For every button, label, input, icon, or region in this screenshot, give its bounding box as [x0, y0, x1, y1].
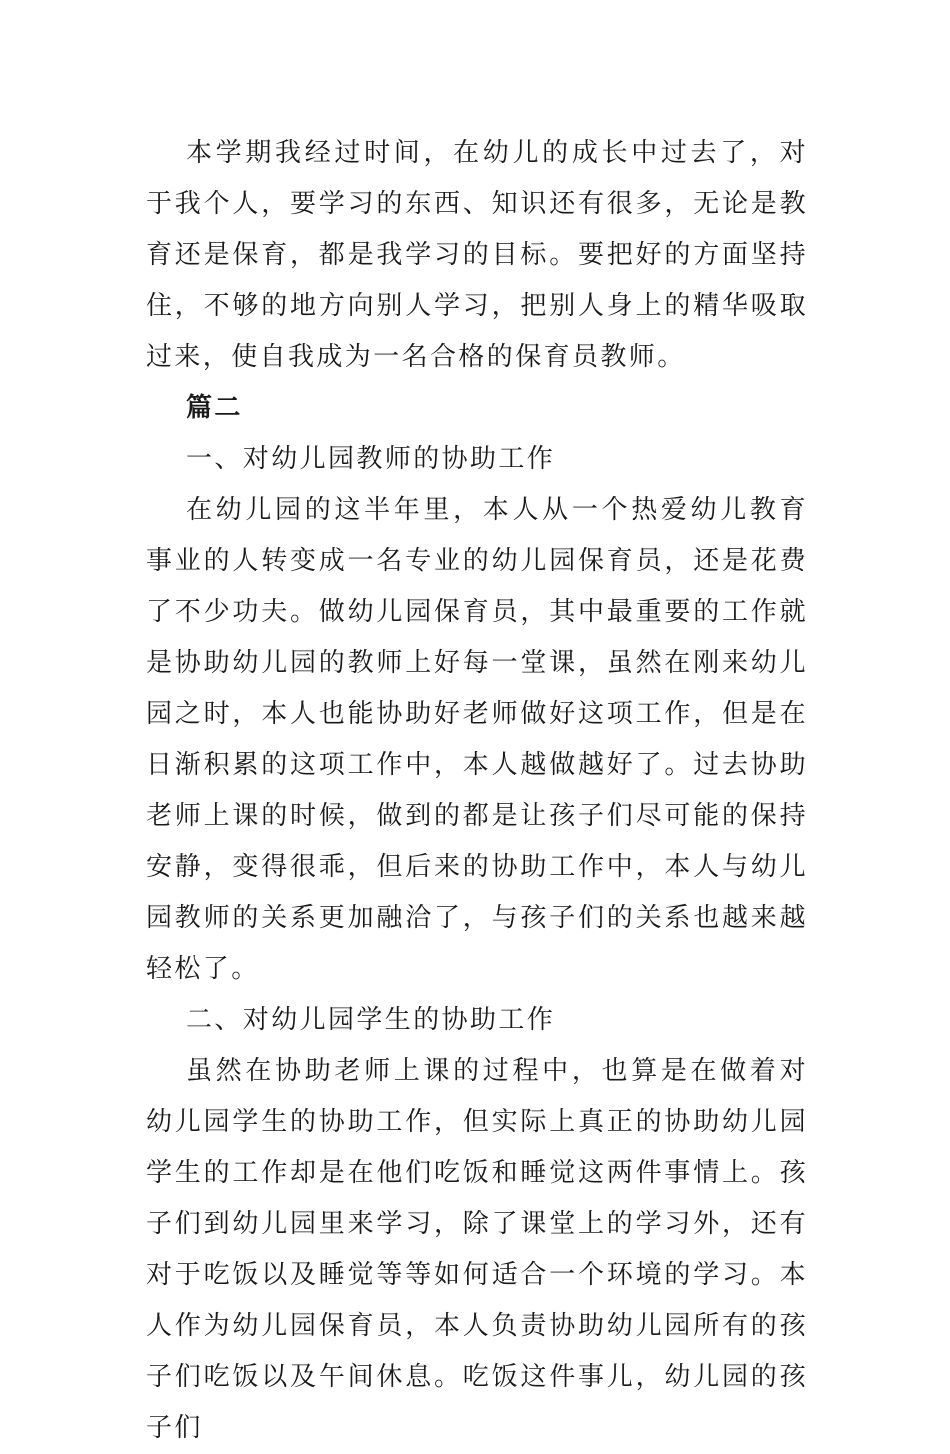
paragraph-closing-reflection: 本学期我经过时间，在幼儿的成长中过去了，对于我个人，要学习的东西、知识还有很多，无论是教育还是保育，都是我学习的目标。要把好的方面坚持住，不够的地方向别人学习，把别人身上的精华吸取过来，使自我成为一名合格的保育员教师。 — [146, 138, 808, 372]
paragraph-assist-students: 虽然在协助老师上课的过程中，也算是在做着对幼儿园学生的协助工作，但实际上真正的协助幼儿园学生的工作却是在他们吃饭和睡觉这两件事情上。孩子们到幼儿园里来学习，除了课堂上的学习外，还有对于吃饭以及睡觉等等如何适合一个环境的学习。本人作为幼儿园保育员，本人负责协助幼儿园所有的孩子们吃饭以及午间休息。吃饭这件事儿，幼儿园的孩子们 — [146, 1056, 808, 1443]
subheading-assist-teachers: 一、对幼儿园教师的协助工作 — [186, 444, 556, 474]
section-heading-part-two: 篇二 — [186, 393, 243, 423]
document-body — [146, 128, 808, 1454]
subheading-assist-students: 二、对幼儿园学生的协助工作 — [186, 1005, 556, 1035]
paragraph-assist-teachers: 在幼儿园的这半年里，本人从一个热爱幼儿教育事业的人转变成一名专业的幼儿园保育员，还是花费了不少功夫。做幼儿园保育员，其中最重要的工作就是协助幼儿园的教师上好每一堂课，虽然在刚来幼儿园之时，本人也能协助好老师做好这项工作，但是在日渐积累的这项工作中，本人越做越好了。过去协助老师上课的时候，做到的都是让孩子们尽可能的保持安静，变得很乖，但后来的协助工作中，本人与幼儿园教师的关系更加融洽了，与孩子们的关系也越来越轻松了。 — [146, 495, 808, 984]
